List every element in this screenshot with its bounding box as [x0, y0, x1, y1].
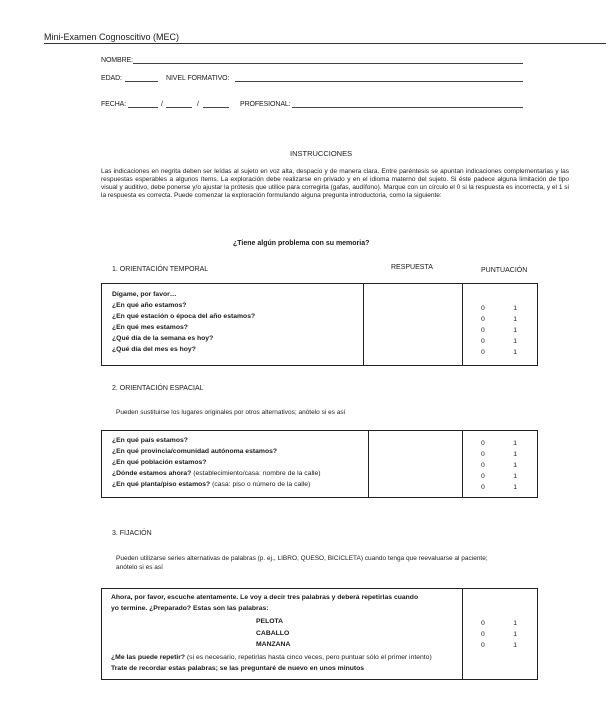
spatial-question: ¿En qué país estamos?: [112, 437, 188, 444]
professional-label: PROFESIONAL:: [240, 101, 291, 108]
fixation-word: MANZANA: [256, 641, 291, 648]
temporal-lead-text: Dígame, por favor…: [112, 291, 177, 298]
fixation-word: PELOTA: [256, 618, 284, 625]
score-option-pair[interactable]: [481, 484, 517, 491]
score-one[interactable]: 1: [513, 316, 517, 323]
section-title-temporal: 1. ORIENTACIÓN TEMPORAL: [112, 266, 209, 273]
spatial-note: Pueden sustituirse los lugares originales por otros alternativos; anótelo si es así: [116, 409, 346, 416]
remember-instruction: Trate de recordar estas palabras; se las preguntaré de nuevo en unos minutos: [111, 665, 365, 672]
score-option-pair[interactable]: [481, 338, 517, 345]
fixation-instruction: Ahora, por favor, escuche atentamente. Le voy a decir tres palabras y deberá repetirlas cuando: [111, 594, 419, 601]
score-one[interactable]: 1: [513, 440, 517, 447]
age-label: EDAD:: [101, 75, 122, 82]
repeat-question: ¿Me las puede repetir? (si es necesario, repetirlas hasta cinco veces, pero puntuar sólo el primer intento): [111, 654, 432, 661]
score-one[interactable]: 1: [513, 305, 517, 312]
name-label: NOMBRE:: [101, 57, 133, 64]
spatial-question: ¿En qué planta/piso estamos? (casa: piso o número de la calle): [112, 481, 311, 488]
fixation-instruction: yo termine. ¿Preparado? Estas son las palabras:: [111, 605, 269, 612]
spatial-question: ¿En qué población estamos?: [112, 459, 207, 466]
score-zero[interactable]: 0: [481, 642, 485, 649]
date-label: FECHA:: [101, 101, 127, 108]
education-field[interactable]: [235, 81, 523, 82]
intro-question: ¿Tiene algún problema con su memoria?: [233, 240, 370, 247]
age-field[interactable]: [125, 81, 158, 82]
name-field[interactable]: [133, 63, 523, 64]
fixation-note: anótelo si es así: [116, 564, 163, 571]
column-divider: [462, 430, 463, 498]
instructions-title: INSTRUCCIONES: [290, 149, 353, 158]
answer-column-header: RESPUESTA: [391, 264, 433, 271]
professional-field[interactable]: [292, 107, 523, 108]
score-one[interactable]: 1: [513, 349, 517, 356]
score-zero[interactable]: 0: [481, 316, 485, 323]
temporal-question: ¿En qué año estamos?: [112, 302, 187, 309]
score-option-pair[interactable]: [481, 473, 517, 480]
score-zero[interactable]: 0: [481, 305, 485, 312]
score-zero[interactable]: 0: [481, 327, 485, 334]
score-option-pair[interactable]: [481, 451, 517, 458]
fixation-word: CABALLO: [256, 630, 290, 637]
date-day-field[interactable]: [128, 107, 158, 108]
score-option-pair[interactable]: [481, 316, 517, 323]
score-one[interactable]: 1: [513, 473, 517, 480]
instructions-text: Las indicaciones en negrita deben ser leídas al sujeto en voz alta, despacio y de manera clara. Entre paréntesis se apuntan indicaciones complementarias y las respuestas esperables a algunos ítems. La exploración debe realizarse en privado y en el idioma materno del sujeto. Si éste padece alguna limitación de tipo visual y auditivo, debe ponerse y/o ajustar la prótesis que utilice para corregirla (gafas, audífono). Marque con un círculo el 0 si la respuesta es incorrecta, y el 1 si la respuesta es correcta. Puede comenzar la exploración formulando alguna pregunta introductoria, como la siguiente:: [101, 168, 569, 199]
column-divider: [462, 588, 463, 680]
score-one[interactable]: 1: [513, 327, 517, 334]
score-zero[interactable]: 0: [481, 484, 485, 491]
score-zero[interactable]: 0: [481, 349, 485, 356]
score-one[interactable]: 1: [513, 642, 517, 649]
column-divider: [363, 283, 364, 366]
score-option-pair[interactable]: [481, 620, 517, 627]
score-option-pair[interactable]: [481, 462, 517, 469]
temporal-question: ¿En qué mes estamos?: [112, 324, 188, 331]
score-zero[interactable]: 0: [481, 462, 485, 469]
score-one[interactable]: 1: [513, 631, 517, 638]
score-option-pair[interactable]: [481, 327, 517, 334]
score-option-pair[interactable]: [481, 440, 517, 447]
score-option-pair[interactable]: [481, 631, 517, 638]
score-zero[interactable]: 0: [481, 631, 485, 638]
date-month-field[interactable]: [166, 107, 192, 108]
date-year-field[interactable]: [203, 107, 229, 108]
section-title-fixation: 3. FIJACIÓN: [112, 530, 152, 537]
score-zero[interactable]: 0: [481, 338, 485, 345]
temporal-question: ¿Qué día del mes es hoy?: [112, 346, 196, 353]
score-one[interactable]: 1: [513, 484, 517, 491]
spatial-question: ¿Dónde estamos ahora? (establecimiento/casa: nombre de la calle): [112, 470, 321, 477]
score-column-header: PUNTUACIÓN: [481, 267, 528, 274]
score-zero[interactable]: 0: [481, 473, 485, 480]
document-title: Mini-Examen Cognoscitivo (MEC): [44, 32, 180, 42]
score-option-pair[interactable]: [481, 305, 517, 312]
score-one[interactable]: 1: [513, 462, 517, 469]
score-one[interactable]: 1: [513, 338, 517, 345]
education-label: NIVEL FORMATIVO:: [166, 75, 230, 82]
header-divider: [44, 43, 606, 44]
fixation-note: Pueden utilizarse series alternativas de palabras (p. ej., LIBRO, QUESO, BICICLETA) cuando tenga que reevaluarse al paciente;: [116, 555, 488, 562]
section-title-spatial: 2. ORIENTACIÓN ESPACIAL: [112, 385, 204, 392]
temporal-question: ¿En qué estación o época del año estamos?: [112, 313, 256, 320]
spatial-question: ¿En qué provincia/comunidad autónoma estamos?: [112, 448, 278, 455]
score-one[interactable]: 1: [513, 620, 517, 627]
score-zero[interactable]: 0: [481, 620, 485, 627]
score-zero[interactable]: 0: [481, 440, 485, 447]
score-one[interactable]: 1: [513, 451, 517, 458]
score-option-pair[interactable]: [481, 642, 517, 649]
column-divider: [368, 430, 369, 498]
date-separator: /: [197, 101, 199, 108]
score-option-pair[interactable]: [481, 349, 517, 356]
date-separator: /: [161, 101, 163, 108]
temporal-question: ¿Qué día de la semana es hoy?: [112, 335, 214, 342]
column-divider: [462, 283, 463, 366]
score-zero[interactable]: 0: [481, 451, 485, 458]
